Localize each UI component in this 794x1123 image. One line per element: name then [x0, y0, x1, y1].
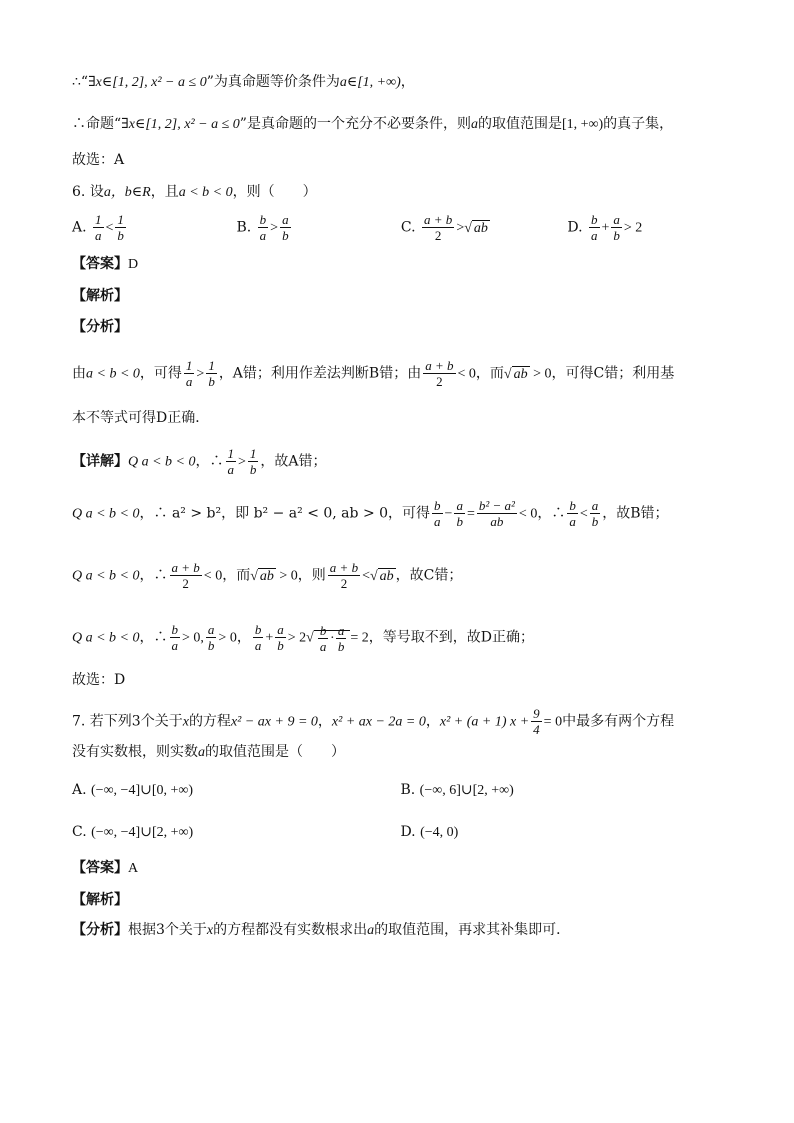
- option-a: A. (−∞, −4]∪[0, +∞): [72, 782, 194, 798]
- math: ∃x∈[1, 2], x² − a ≤ 0: [88, 75, 207, 90]
- select-line: 故选：A: [72, 152, 125, 168]
- question-7-stem-2: 没有实数根，则实数a的取值范围是（ ）: [72, 744, 345, 760]
- option-c: C. (−∞, −4]∪[2, +∞): [72, 824, 194, 840]
- fenxi-header: 【分析】: [72, 319, 128, 335]
- question-6-options: [72, 212, 642, 243]
- option-a: A. $\frac{1}{a}$ < $\frac{1}{b}$: [72, 212, 124, 243]
- math: a∈[1, +∞): [339, 75, 401, 90]
- text-line-1: ∴“∃x∈[1, 2], x² − a ≤ 0”为真命题等价条件为a∈[1, +∞)，: [72, 74, 415, 90]
- analysis-line-1: 由a < b < 0，可得 $\frac{1}{a}$ > $\frac{1}{b}$ ，A错；利用作差法判断B错；由 $\frac{a + b}{2}$ < 0，而√ ab > 0，可得C错；利用基: [72, 358, 675, 389]
- analysis-header-7: 【解析】: [72, 892, 128, 908]
- question-7-options-row-1: [72, 780, 514, 801]
- select-line-6: 故选：D: [72, 672, 126, 688]
- option-b: B. $\frac{b}{a}$ > $\frac{a}{b}$: [236, 212, 289, 243]
- option-d: D. (−4, 0): [400, 824, 459, 840]
- analysis-line-2: 本不等式可得D正确．: [72, 410, 210, 426]
- answer-7: 【答案】A: [72, 860, 139, 876]
- detail-line-1: 【详解】Q a < b < 0，∴ $\frac{1}{a}$ > $\frac{1}{b}$ ，故A错；: [72, 446, 327, 477]
- fenxi-line-7: 【分析】根据3个关于x的方程都没有实数根求出a的取值范围，再求其补集即可．: [72, 922, 571, 938]
- detail-line-4: Q a < b < 0，∴ $\frac{b}{a}$ > 0, $\frac{a}{b}$ > 0， $\frac{b}{a}$ + $\frac{a}{b}$ > 2√ $\frac{b}{a}$ · $\frac{a}{b}$ = 2，等号取不到，故D正确；: [72, 622, 534, 654]
- option-b: B. (−∞, 6]∪[2, +∞): [400, 782, 514, 798]
- detail-line-2: Q a < b < 0，∴ a² > b²，即 b² − a² < 0, ab > 0，可得 $\frac{b}{a}$ − $\frac{a}{b}$ = $\frac{\text{b² − a²}}{ab}$ < 0，∴ $\frac{b}{a}$ < $\frac{a}{b}$ ，故B错；: [72, 498, 669, 529]
- answer-6: 【答案】D: [72, 256, 139, 272]
- question-7-stem-1: 7. 若下列3个关于x的方程x² − ax + 9 = 0，x² + ax − 2a = 0，x² + (a + 1) x + $\frac{9}{4}$ = 0中最多有两个方程: [72, 706, 675, 737]
- question-7-options-row-2: [72, 822, 458, 843]
- detail-line-3: Q a < b < 0，∴ $\frac{a + b}{2}$ < 0，而√ ab > 0，则 $\frac{a + b}{2}$ <√ ab ，故C错；: [72, 560, 463, 591]
- option-d: D. $\frac{b}{a}$ + $\frac{a}{b}$ > 2: [567, 212, 643, 243]
- analysis-header: 【解析】: [72, 288, 128, 304]
- text-line-2: ∴命题“∃x∈[1, 2], x² − a ≤ 0”是真命题的一个充分不必要条件，则a的取值范围是[1, +∞)的真子集，: [72, 116, 674, 132]
- option-c: C. $\frac{a + b}{2}$ >√ ab: [400, 212, 488, 243]
- question-6-stem: 6. 设a，b∈R，且a < b < 0，则（ ）: [72, 184, 317, 200]
